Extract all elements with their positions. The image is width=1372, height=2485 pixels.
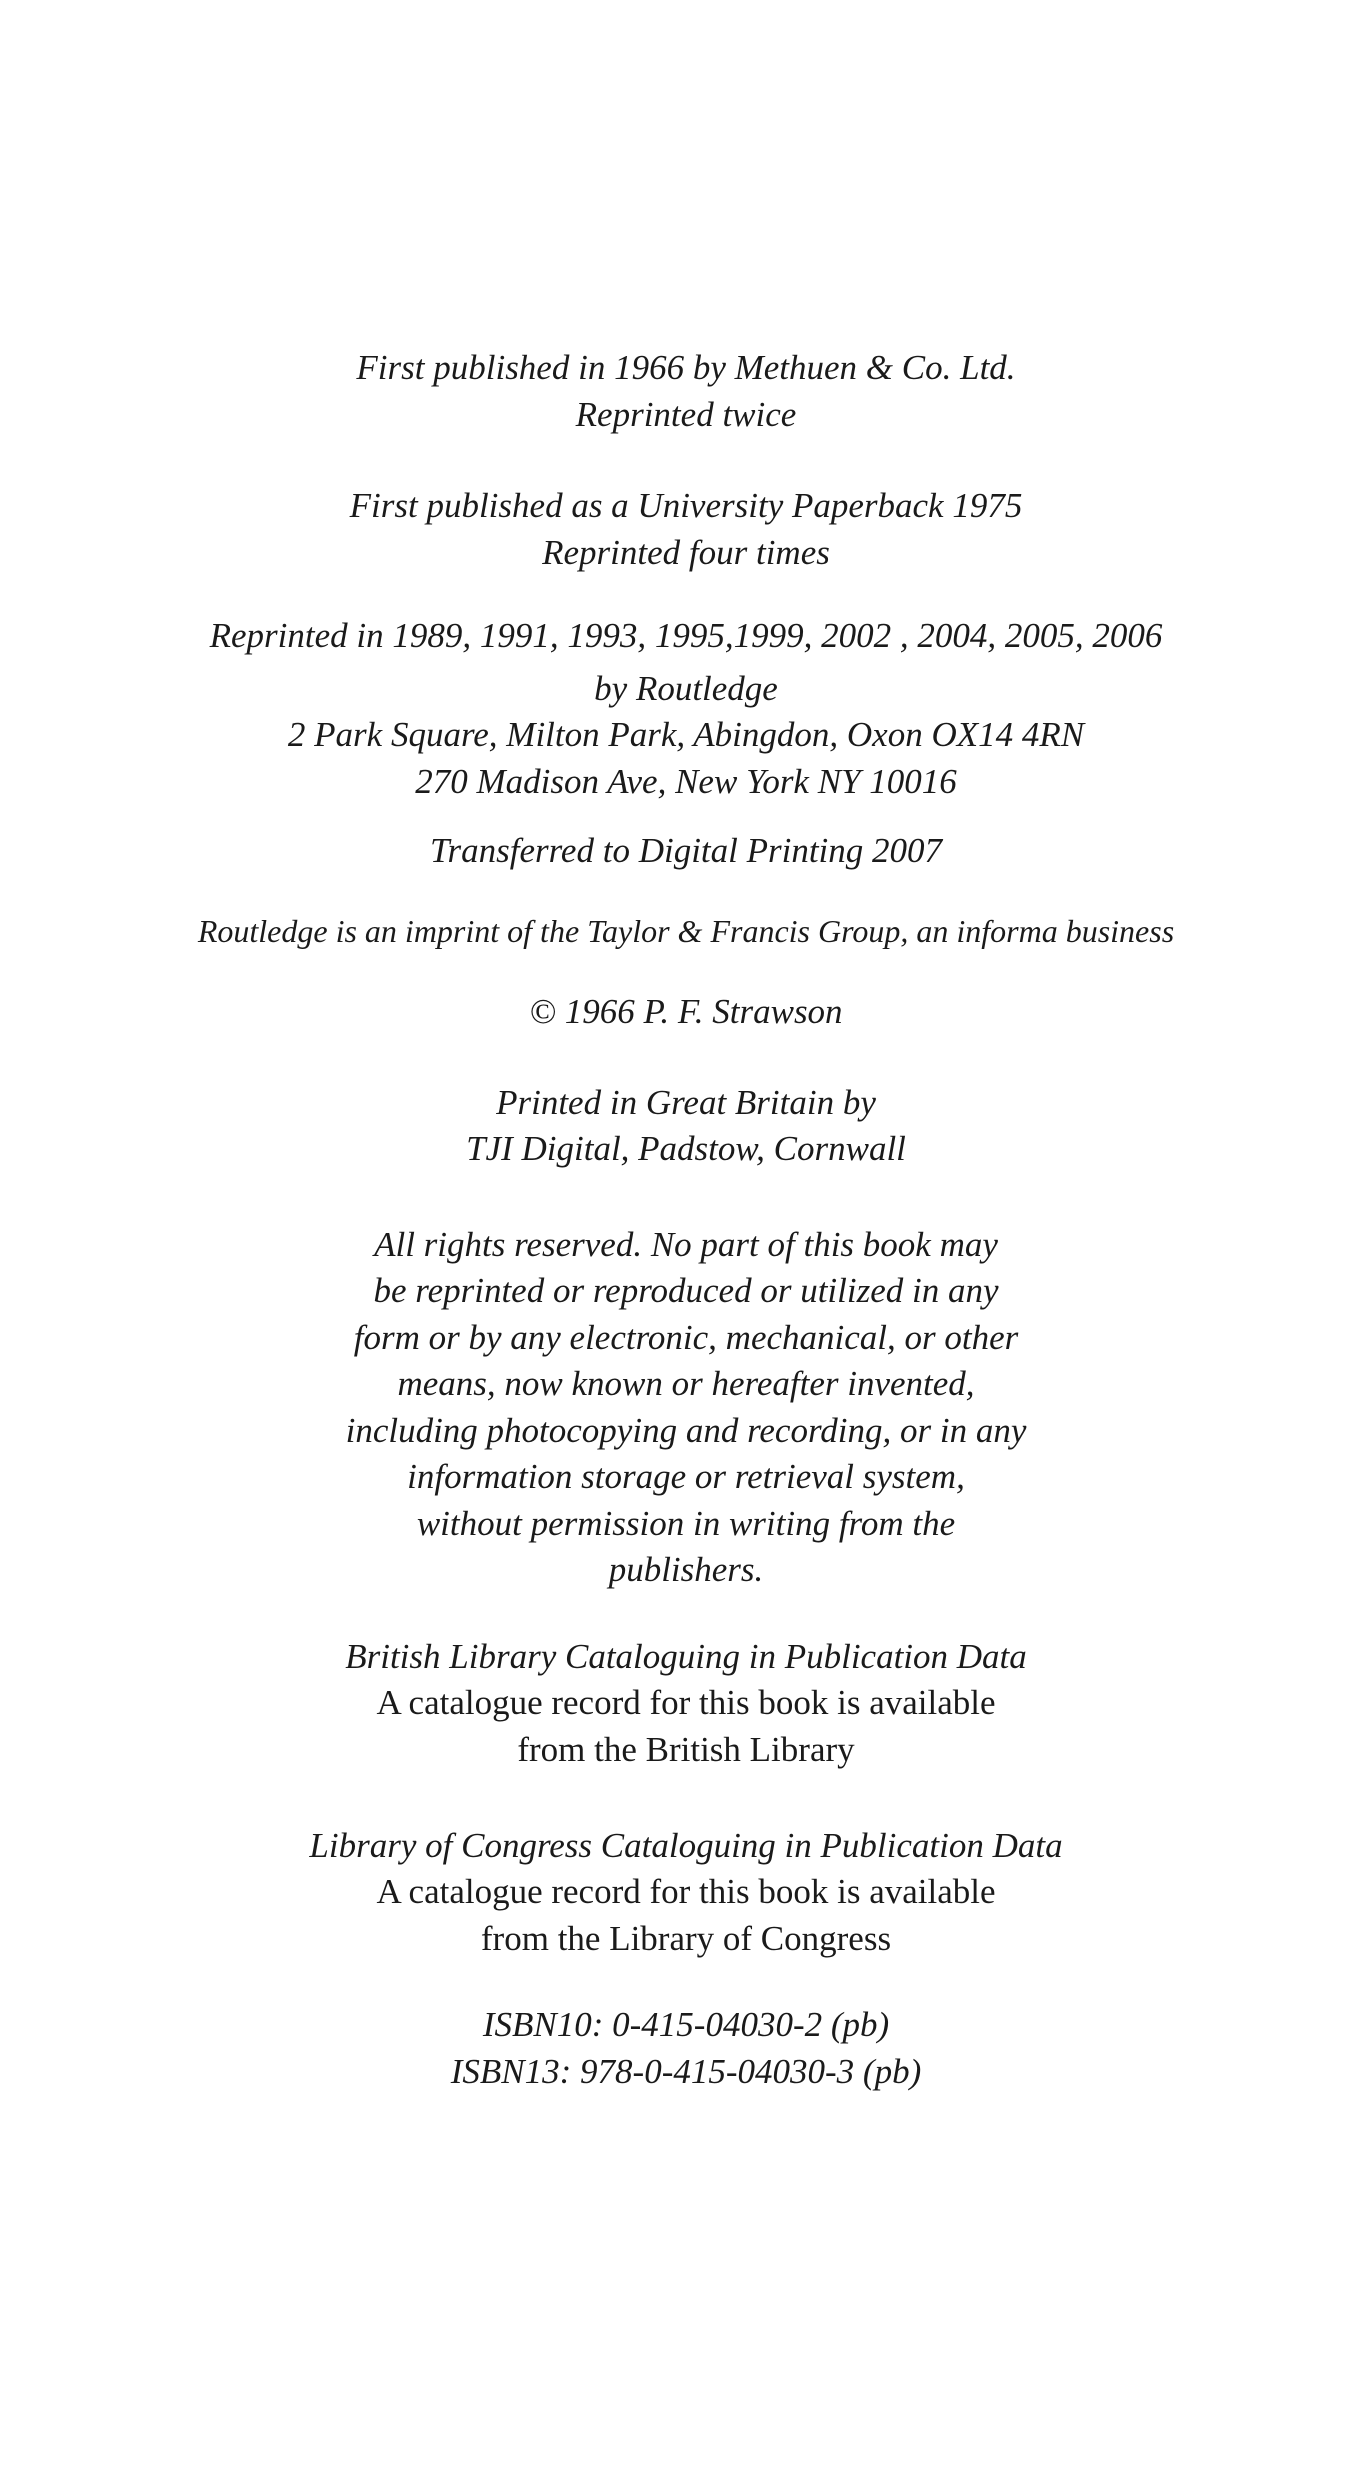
rights-line: form or by any electronic, mechanical, or other — [353, 1318, 1019, 1357]
first-published-line: First published in 1966 by Methuen & Co. Ltd. — [356, 348, 1016, 387]
rights-line: All rights reserved. No part of this book may — [374, 1225, 998, 1264]
paperback-line: First published as a University Paperback 1975 — [349, 486, 1023, 525]
reprinted-twice-line: Reprinted twice — [575, 395, 797, 434]
reprinted-years-line: Reprinted in 1989, 1991, 1993, 1995,1999, 2002 , 2004, 2005, 2006 — [209, 616, 1163, 655]
isbn13-line: ISBN13: 978-0-415-04030-3 (pb) — [450, 2052, 922, 2091]
reprinted-four-times-line: Reprinted four times — [542, 533, 830, 572]
british-library-heading: British Library Cataloguing in Publication Data — [345, 1637, 1027, 1676]
british-library-line: A catalogue record for this book is available — [376, 1683, 996, 1722]
imprint-of-line: Routledge is an imprint of the Taylor & Francis Group, an informa business — [197, 913, 1175, 949]
uk-address-line: 2 Park Square, Milton Park, Abingdon, Oxon OX14 4RN — [287, 715, 1085, 754]
rights-line: information storage or retrieval system, — [407, 1457, 965, 1496]
rights-line: means, now known or hereafter invented, — [397, 1364, 975, 1403]
rights-line: without permission in writing from the — [416, 1504, 956, 1543]
isbn10-line: ISBN10: 0-415-04030-2 (pb) — [482, 2005, 890, 2044]
loc-line: A catalogue record for this book is available — [376, 1872, 996, 1911]
printer-line: TJI Digital, Padstow, Cornwall — [466, 1129, 906, 1168]
copyright-line: © 1966 P. F. Strawson — [529, 992, 843, 1031]
rights-line: be reprinted or reproduced or utilized in any — [373, 1271, 999, 1310]
loc-heading: Library of Congress Cataloguing in Publication Data — [309, 1826, 1063, 1865]
rights-line: including photocopying and recording, or in any — [345, 1411, 1027, 1450]
printed-in-line: Printed in Great Britain by — [496, 1083, 876, 1122]
british-library-line: from the British Library — [517, 1730, 855, 1769]
loc-line: from the Library of Congress — [480, 1919, 892, 1958]
digital-printing-line: Transferred to Digital Printing 2007 — [429, 831, 943, 870]
us-address-line: 270 Madison Ave, New York NY 10016 — [415, 762, 957, 801]
rights-line: publishers. — [608, 1550, 764, 1589]
by-routledge-line: by Routledge — [594, 669, 778, 708]
